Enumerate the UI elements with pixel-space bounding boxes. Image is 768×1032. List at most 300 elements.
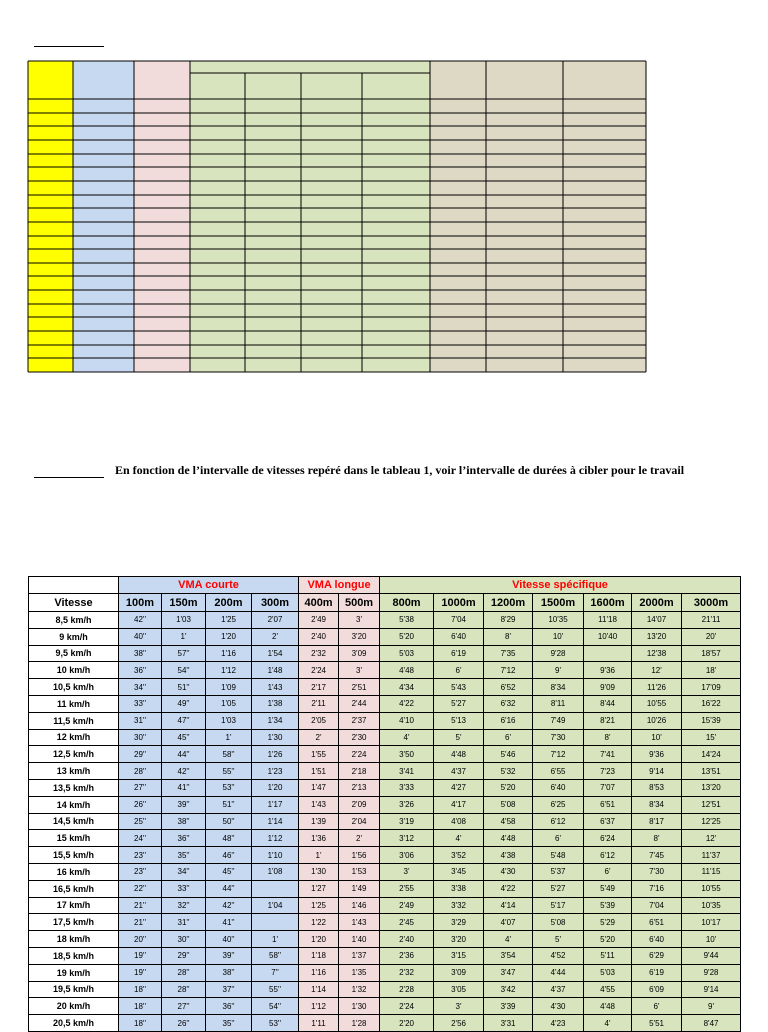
duration-cell: 6' [533,830,584,847]
table-row [29,662,741,679]
duration-cell: 41'' [206,914,252,931]
duration-cell: 51'' [162,679,206,696]
speed-cell: 17 km/h [29,897,119,914]
column-header-distance: 150m [162,594,206,612]
duration-cell: 18'57 [682,645,741,662]
duration-cell: 29'' [162,947,206,964]
duration-cell: 8'47 [682,1015,741,1032]
duration-cell: 27'' [162,998,206,1015]
speed-duration-table [28,576,741,1032]
duration-cell: 8' [584,729,632,746]
duration-cell: 1'14 [252,813,299,830]
table-row [29,695,741,712]
speed-cell: 12 km/h [29,729,119,746]
duration-cell: 40'' [206,931,252,948]
table-row [29,612,741,629]
duration-cell: 1'20 [299,931,339,948]
duration-cell: 53'' [252,1015,299,1032]
duration-cell: 3'09 [434,964,484,981]
duration-cell: 5'20 [380,628,434,645]
duration-cell: 39'' [206,947,252,964]
speed-cell: 14 km/h [29,796,119,813]
duration-cell: 2'09 [339,796,380,813]
column-header-distance: 2000m [632,594,682,612]
duration-cell: 3'26 [380,796,434,813]
duration-cell: 6'40 [632,931,682,948]
duration-cell: 2'56 [434,1015,484,1032]
speed-cell: 11,5 km/h [29,712,119,729]
duration-cell: 33'' [162,880,206,897]
table-row [29,830,741,847]
duration-cell: 5'20 [484,779,533,796]
duration-cell: 2'40 [299,628,339,645]
duration-cell: 6'24 [584,830,632,847]
duration-cell: 9' [533,662,584,679]
duration-cell: 31'' [119,712,162,729]
empty-table-column-fill [190,61,245,372]
empty-table-column-fill [134,61,190,372]
duration-cell: 9' [682,998,741,1015]
duration-cell: 6'09 [632,981,682,998]
duration-cell: 54'' [162,662,206,679]
duration-cell: 28'' [119,763,162,780]
duration-cell: 15' [682,729,741,746]
duration-cell: 1'26 [252,746,299,763]
duration-cell: 4' [434,830,484,847]
duration-cell: 1'56 [339,847,380,864]
duration-cell: 3'45 [434,863,484,880]
duration-cell: 4' [380,729,434,746]
duration-cell: 1'22 [299,914,339,931]
duration-cell: 1'14 [299,981,339,998]
duration-cell: 2'55 [380,880,434,897]
duration-cell: 5'43 [434,679,484,696]
duration-cell: 35'' [206,1015,252,1032]
duration-cell: 36'' [119,662,162,679]
duration-cell: 7'16 [632,880,682,897]
column-header-distance: 1600m [584,594,632,612]
duration-cell: 7'' [252,964,299,981]
empty-table-column-fill [563,61,646,372]
duration-cell [584,645,632,662]
duration-cell: 4'10 [380,712,434,729]
duration-cell: 39'' [162,796,206,813]
table-row [29,628,741,645]
duration-cell: 36'' [162,830,206,847]
duration-cell: 1' [206,729,252,746]
duration-cell: 5'20 [584,931,632,948]
duration-cell: 1'25 [299,897,339,914]
empty-table-column-fill [362,61,430,372]
duration-cell: 1'43 [252,679,299,696]
duration-cell: 1'34 [252,712,299,729]
duration-cell: 3'29 [434,914,484,931]
duration-cell: 1'38 [252,695,299,712]
duration-cell: 5'27 [533,880,584,897]
duration-cell: 7'04 [632,897,682,914]
duration-cell: 5'38 [380,612,434,629]
duration-cell: 4'08 [434,813,484,830]
column-header-distance: 100m [119,594,162,612]
duration-cell: 4'37 [533,981,584,998]
duration-cell: 4'34 [380,679,434,696]
duration-cell: 10'40 [584,628,632,645]
duration-cell: 2'51 [339,679,380,696]
duration-cell: 45'' [206,863,252,880]
table-row [29,645,741,662]
duration-cell: 10'55 [682,880,741,897]
speed-cell: 13,5 km/h [29,779,119,796]
duration-cell: 4'30 [484,863,533,880]
column-header-distance: 1200m [484,594,533,612]
duration-cell: 55'' [206,763,252,780]
duration-cell: 1'05 [206,695,252,712]
duration-cell: 42'' [206,897,252,914]
speed-cell: 8,5 km/h [29,612,119,629]
duration-cell: 8' [632,830,682,847]
duration-cell: 8'17 [632,813,682,830]
duration-cell: 6'40 [533,779,584,796]
duration-cell: 25'' [119,813,162,830]
duration-cell: 26'' [162,1015,206,1032]
duration-cell: 4'48 [434,746,484,763]
speed-cell: 20 km/h [29,998,119,1015]
duration-cell: 1'20 [206,628,252,645]
duration-cell: 6'51 [632,914,682,931]
duration-cell: 2'24 [299,662,339,679]
duration-cell: 7'35 [484,645,533,662]
duration-cell [252,880,299,897]
duration-cell: 34'' [119,679,162,696]
empty-table-column-fill [245,61,301,372]
duration-cell: 2'49 [380,897,434,914]
duration-cell: 12' [632,662,682,679]
duration-cell: 5'51 [632,1015,682,1032]
duration-cell: 1'32 [339,981,380,998]
speed-cell: 11 km/h [29,695,119,712]
duration-cell: 48'' [206,830,252,847]
duration-cell: 53'' [206,779,252,796]
duration-cell: 1'54 [252,645,299,662]
duration-cell: 33'' [119,695,162,712]
speed-cell: 10,5 km/h [29,679,119,696]
duration-cell: 12'38 [632,645,682,662]
empty-table-column-fill [486,61,563,372]
duration-cell: 3'32 [434,897,484,914]
speed-cell: 18 km/h [29,931,119,948]
duration-cell: 1'30 [299,863,339,880]
duration-cell: 23'' [119,847,162,864]
duration-cell: 2'07 [252,612,299,629]
duration-cell: 6' [484,729,533,746]
duration-cell: 1'17 [252,796,299,813]
duration-cell: 6'12 [584,847,632,864]
duration-cell: 5'32 [484,763,533,780]
duration-cell: 21'' [119,897,162,914]
duration-cell: 6'12 [533,813,584,830]
duration-cell: 12'51 [682,796,741,813]
duration-cell: 11'18 [584,612,632,629]
duration-cell: 2'32 [299,645,339,662]
table-row [29,981,741,998]
duration-cell: 6'51 [584,796,632,813]
duration-cell: 47'' [162,712,206,729]
duration-cell: 6' [584,863,632,880]
duration-cell: 42'' [119,612,162,629]
duration-cell: 5'08 [533,914,584,931]
table-row [29,1015,741,1032]
duration-cell: 11'26 [632,679,682,696]
duration-cell: 29'' [119,746,162,763]
duration-cell: 7'45 [632,847,682,864]
duration-cell: 3'47 [484,964,533,981]
duration-cell: 2'45 [380,914,434,931]
duration-cell: 1'18 [299,947,339,964]
duration-cell: 3'39 [484,998,533,1015]
table-row [29,931,741,948]
duration-cell: 2' [339,830,380,847]
duration-cell: 7'30 [533,729,584,746]
duration-cell: 8'34 [533,679,584,696]
column-header-distance: 500m [339,594,380,612]
duration-cell: 8'53 [632,779,682,796]
group-header-row [29,577,741,594]
duration-cell: 3' [434,998,484,1015]
duration-cell: 5'08 [484,796,533,813]
duration-cell: 1'55 [299,746,339,763]
duration-cell: 38'' [119,645,162,662]
caption-underline [34,477,104,478]
duration-cell: 3' [339,612,380,629]
duration-cell: 1' [299,847,339,864]
duration-cell: 16'22 [682,695,741,712]
duration-cell: 5' [533,931,584,948]
duration-cell: 10'17 [682,914,741,931]
speed-cell: 17,5 km/h [29,914,119,931]
duration-cell: 4'22 [380,695,434,712]
duration-cell: 10' [682,931,741,948]
duration-cell: 8' [484,628,533,645]
duration-cell: 2'36 [380,947,434,964]
duration-cell: 5'13 [434,712,484,729]
duration-cell: 6'16 [484,712,533,729]
table-row [29,796,741,813]
duration-cell: 1'23 [252,763,299,780]
duration-cell: 6'40 [434,628,484,645]
duration-cell: 11'15 [682,863,741,880]
duration-cell: 7'30 [632,863,682,880]
table-row [29,729,741,746]
duration-cell: 10'55 [632,695,682,712]
duration-cell: 5'46 [484,746,533,763]
speed-cell: 15 km/h [29,830,119,847]
table-row [29,863,741,880]
duration-cell: 15'39 [682,712,741,729]
duration-cell: 51'' [206,796,252,813]
duration-cell: 10' [533,628,584,645]
duration-cell: 6'19 [632,964,682,981]
duration-cell: 1'03 [162,612,206,629]
duration-cell: 2'32 [380,964,434,981]
duration-cell: 26'' [119,796,162,813]
duration-cell: 4'38 [484,847,533,864]
duration-cell: 10'35 [533,612,584,629]
duration-cell: 7'12 [484,662,533,679]
duration-cell: 4'55 [584,981,632,998]
duration-cell: 4'48 [380,662,434,679]
empty-table-column-fill [430,61,486,372]
duration-cell: 2'18 [339,763,380,780]
duration-cell: 18'' [119,998,162,1015]
group-header-empty [29,577,119,594]
duration-cell: 30'' [119,729,162,746]
duration-cell: 1'39 [299,813,339,830]
duration-cell: 5'17 [533,897,584,914]
duration-cell: 1'37 [339,947,380,964]
speed-cell: 9 km/h [29,628,119,645]
duration-cell: 3'42 [484,981,533,998]
table-row [29,712,741,729]
duration-cell: 1'12 [252,830,299,847]
duration-cell: 2'20 [380,1015,434,1032]
duration-cell: 38'' [206,964,252,981]
duration-cell: 3'33 [380,779,434,796]
column-header-row [29,594,741,612]
table-row [29,964,741,981]
column-header-distance: 800m [380,594,434,612]
duration-cell: 4'37 [434,763,484,780]
empty-grid-table [0,0,768,400]
duration-cell: 5'11 [584,947,632,964]
duration-cell: 1'40 [339,931,380,948]
duration-cell: 4'23 [533,1015,584,1032]
duration-cell: 54'' [252,998,299,1015]
duration-cell: 27'' [119,779,162,796]
duration-cell: 18'' [119,981,162,998]
duration-cell: 11'37 [682,847,741,864]
column-header-distance: 400m [299,594,339,612]
duration-cell: 36'' [206,998,252,1015]
duration-cell: 38'' [162,813,206,830]
duration-cell: 9'09 [584,679,632,696]
duration-cell: 14'24 [682,746,741,763]
duration-cell: 58'' [206,746,252,763]
duration-cell: 2'37 [339,712,380,729]
duration-cell: 1'12 [206,662,252,679]
duration-cell: 37'' [206,981,252,998]
duration-cell: 10'35 [682,897,741,914]
duration-cell: 50'' [206,813,252,830]
duration-cell: 32'' [162,897,206,914]
duration-cell: 34'' [162,863,206,880]
duration-cell: 1'12 [299,998,339,1015]
duration-cell: 1'27 [299,880,339,897]
duration-cell: 2' [252,628,299,645]
duration-cell: 1'25 [206,612,252,629]
duration-cell: 6'37 [584,813,632,830]
empty-table-column-fill [73,61,134,372]
duration-cell: 6'25 [533,796,584,813]
duration-cell: 6'19 [434,645,484,662]
table-row [29,746,741,763]
column-header-speed: Vitesse [29,594,119,612]
duration-cell: 12'25 [682,813,741,830]
duration-cell: 2'04 [339,813,380,830]
duration-cell: 6'29 [632,947,682,964]
duration-cell: 7'49 [533,712,584,729]
speed-cell: 14,5 km/h [29,813,119,830]
duration-cell: 21'11 [682,612,741,629]
duration-cell: 9'14 [682,981,741,998]
duration-cell: 1'43 [299,796,339,813]
duration-cell [252,914,299,931]
duration-cell: 9'14 [632,763,682,780]
speed-cell: 12,5 km/h [29,746,119,763]
duration-cell: 2'44 [339,695,380,712]
speed-table-body [29,612,741,1032]
duration-cell: 2'28 [380,981,434,998]
duration-cell: 1'51 [299,763,339,780]
table-row [29,813,741,830]
duration-cell: 1'16 [206,645,252,662]
duration-cell: 1'48 [252,662,299,679]
duration-cell: 30'' [162,931,206,948]
duration-cell: 44'' [162,746,206,763]
duration-cell: 19'' [119,947,162,964]
duration-cell: 42'' [162,763,206,780]
duration-cell: 6' [434,662,484,679]
duration-cell: 1'04 [252,897,299,914]
speed-cell: 19,5 km/h [29,981,119,998]
table-row [29,847,741,864]
duration-cell: 5'39 [584,897,632,914]
duration-cell: 1'20 [252,779,299,796]
duration-cell: 3'20 [434,931,484,948]
duration-cell: 18'' [119,1015,162,1032]
table-row [29,763,741,780]
duration-cell: 1'10 [252,847,299,864]
duration-cell: 1'28 [339,1015,380,1032]
duration-cell: 44'' [206,880,252,897]
duration-cell: 2'13 [339,779,380,796]
duration-cell: 7'07 [584,779,632,796]
duration-cell: 8'11 [533,695,584,712]
duration-cell: 3'06 [380,847,434,864]
speed-cell: 15,5 km/h [29,847,119,864]
speed-cell: 16,5 km/h [29,880,119,897]
duration-cell: 3'09 [339,645,380,662]
duration-cell: 2'24 [339,746,380,763]
duration-cell: 2'17 [299,679,339,696]
duration-cell: 24'' [119,830,162,847]
duration-cell: 1'08 [252,863,299,880]
duration-cell: 13'20 [682,779,741,796]
duration-cell: 1'30 [252,729,299,746]
duration-cell: 4'48 [584,998,632,1015]
speed-cell: 20,5 km/h [29,1015,119,1032]
duration-cell: 9'36 [632,746,682,763]
duration-cell: 9'36 [584,662,632,679]
duration-cell: 2'49 [299,612,339,629]
duration-cell: 20'' [119,931,162,948]
duration-cell: 3'20 [339,628,380,645]
duration-cell: 4'27 [434,779,484,796]
duration-cell: 4'48 [484,830,533,847]
speed-cell: 19 km/h [29,964,119,981]
group-header-cell: Vitesse spécifique [380,577,741,594]
duration-cell: 6' [632,998,682,1015]
duration-cell: 1'46 [339,897,380,914]
